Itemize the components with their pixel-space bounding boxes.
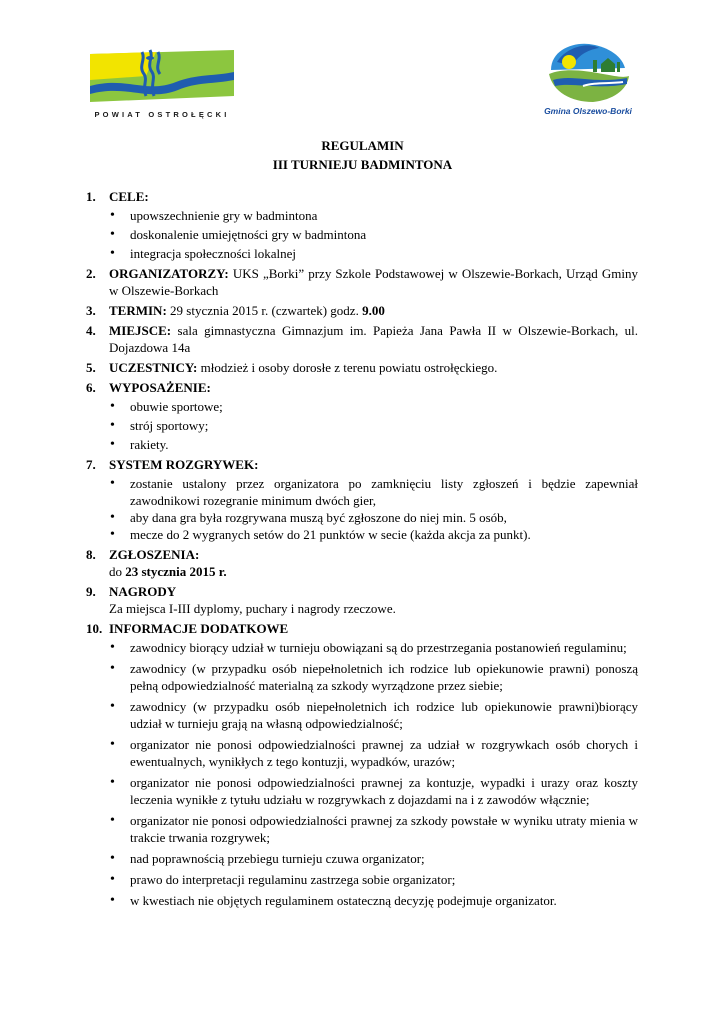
deadline-prefix: do <box>109 564 122 579</box>
list-item: • organizator nie ponosi odpowiedzialności prawnej za kontuzje, wypadki i urazy oraz koszty leczenia wynikłe z tytułu udziału w rozgrywkach z dojazdami na i z zawodów włącznie; <box>109 774 638 808</box>
section-heading: CELE: <box>109 189 149 204</box>
deadline-date: 23 stycznia 2015 r. <box>125 564 227 579</box>
section-text: sala gimnastyczna Gimnazjum im. Papieża Jana Pawła II w Olszewie-Borkach, ul. Dojazdowa 14a <box>109 323 639 355</box>
regulations-content <box>86 188 638 913</box>
list-item: • zostanie ustalony przez organizatora po zamknięciu listy zgłoszeń i będzie zapewniał zawodnikowi rozegranie minimum dwóch gier, <box>109 475 638 509</box>
title-line-1: REGULAMIN <box>321 138 404 153</box>
section-nagrody <box>86 583 638 617</box>
section-heading: SYSTEM ROZGRYWEK: <box>109 457 259 472</box>
section-uczestnicy <box>86 359 638 376</box>
list-item: • doskonalenie umiejętności gry w badmintona <box>109 226 638 243</box>
list-item: • mecze do 2 wygranych setów do 21 punktów w secie (każda akcja za punkt). <box>109 526 638 543</box>
title-line-2: III TURNIEJU BADMINTONA <box>272 157 453 172</box>
bullet-list <box>109 475 638 543</box>
gmina-logo-caption: Gmina Olszewo-Borki <box>544 106 632 116</box>
section-text: UKS „Borki” przy Szkole Podstawowej w Olszewie-Borkach, Urząd Gminy w Olszewie-Borkach <box>109 266 638 298</box>
section-heading: TERMIN: <box>109 303 167 318</box>
bullet-list <box>109 639 638 909</box>
section-text: młodzież i osoby dorosłe z terenu powiatu ostrołęckiego. <box>200 360 498 375</box>
list-item: • rakiety. <box>109 436 638 453</box>
start-time: 9.00 <box>362 303 385 318</box>
section-wyposazenie <box>86 379 638 453</box>
section-number: 10. <box>86 621 103 636</box>
section-number: 8. <box>86 547 96 562</box>
section-informacje-dodatkowe <box>86 620 638 909</box>
list-item: • zawodnicy biorący udział w turnieju obowiązani są do przestrzegania postanowień regulaminu; <box>109 639 638 656</box>
section-number: 7. <box>86 457 96 472</box>
list-item: • aby dana gra była rozgrywana muszą być zgłoszone do niej min. 5 osób, <box>109 509 638 526</box>
section-zgloszenia <box>86 546 638 580</box>
section-cele <box>86 188 638 262</box>
section-text: 29 stycznia 2015 r. (czwartek) godz. <box>170 303 359 318</box>
list-item: • organizator nie ponosi odpowiedzialności prawnej za szkody powstałe w wyniku utraty mienia w trakcie trwania rozgrywek; <box>109 812 638 846</box>
section-number: 3. <box>86 303 96 318</box>
section-heading: MIEJSCE: <box>109 323 172 338</box>
section-heading: ZGŁOSZENIA: <box>109 547 200 562</box>
bullet-list <box>109 398 638 453</box>
section-number: 1. <box>86 189 96 204</box>
list-item: • zawodnicy (w przypadku osób niepełnoletnich ich rodzice lub opiekunowie prawni)biorący udział w turnieju grają na własną odpowiedzialność; <box>109 698 638 732</box>
list-item: • prawo do interpretacji regulaminu zastrzega sobie organizator; <box>109 871 638 888</box>
list-item: • obuwie sportowe; <box>109 398 638 415</box>
section-heading: WYPOSAŻENIE: <box>109 380 211 395</box>
section-heading: NAGRODY <box>109 584 177 599</box>
list-item: • nad poprawnością przebiegu turnieju czuwa organizator; <box>109 850 638 867</box>
gmina-logo-graphic <box>543 40 633 104</box>
powiat-logo-graphic <box>86 46 238 108</box>
bullet-list <box>109 207 638 262</box>
section-system-rozgrywek <box>86 456 638 543</box>
section-miejsce <box>86 322 638 356</box>
section-heading: UCZESTNICY: <box>109 360 198 375</box>
section-number: 6. <box>86 380 96 395</box>
powiat-logo-caption: POWIAT OSTROŁĘCKI <box>94 110 230 119</box>
section-organizatorzy <box>86 265 638 299</box>
list-item: • integracja społeczności lokalnej <box>109 245 638 262</box>
section-number: 5. <box>86 360 96 375</box>
gmina-olszewo-borki-logo <box>543 40 633 122</box>
section-termin <box>86 302 638 319</box>
section-number: 4. <box>86 323 96 338</box>
list-item: • w kwestiach nie objętych regulaminem ostateczną decyzję podejmuje organizator. <box>109 892 638 909</box>
section-text: Za miejsca I-III dyplomy, puchary i nagrody rzeczowe. <box>109 601 396 616</box>
powiat-ostrolecki-logo <box>86 46 238 124</box>
list-item: • organizator nie ponosi odpowiedzialności prawnej za udział w rozgrywkach osób chorych i ewentualnych, wynikłych z tego kontuzji, wypadków, urazów; <box>109 736 638 770</box>
document-title <box>0 136 725 174</box>
section-number: 2. <box>86 266 96 281</box>
section-heading: INFORMACJE DODATKOWE <box>109 621 289 636</box>
deadline-line <box>109 563 638 580</box>
list-item: • strój sportowy; <box>109 417 638 434</box>
list-item: • zawodnicy (w przypadku osób niepełnoletnich ich rodzice lub opiekunowie prawni) ponoszą pełną odpowiedzialność materialną za szkody wyrządzone przez siebie; <box>109 660 638 694</box>
section-number: 9. <box>86 584 96 599</box>
section-heading: ORGANIZATORZY: <box>109 266 229 281</box>
list-item: • upowszechnienie gry w badmintona <box>109 207 638 224</box>
